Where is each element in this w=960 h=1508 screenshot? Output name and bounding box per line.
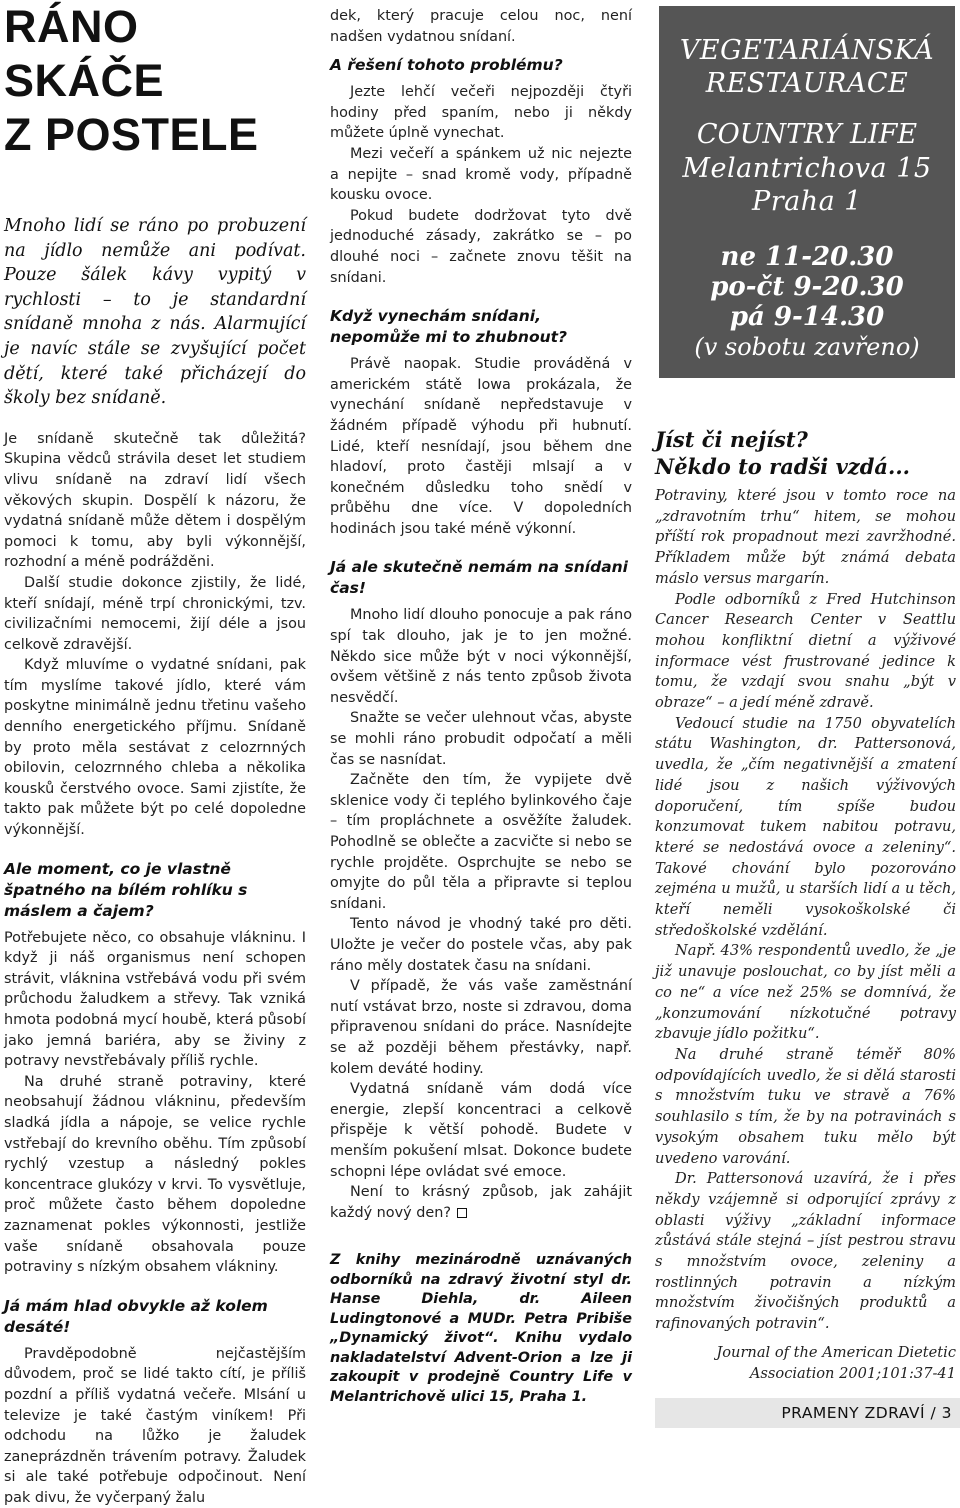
- paragraph: V případě, že vás vaše zaměstnání nutí vstávat brzo, noste si zdravou, doma připravenou snídani do práce. Nasnídejte se až později během přestávky, např. kolem deváté hodiny.: [330, 978, 632, 1077]
- section-heading: Ale moment, co je vlastně špatného na bílém rohlíku s máslem a čajem?: [4, 859, 248, 920]
- section-heading: Já ale skutečně nemám na snídani čas!: [330, 558, 628, 598]
- paragraph: Právě naopak. Studie prováděná v americkém státě Iowa prokázala, že vynechání snídaně nepředstavuje v žádném případě výhodu při hubnutí. Lidé, kteří nesnídají, jsou během dne hladoví, proto častěji mlsají a v konečném důsledku toho snědí v průběhu dne více. V dopoledních hodinách jsou také méně výkonní.: [330, 356, 632, 537]
- journal-citation: [655, 1343, 956, 1384]
- paragraph: Potraviny, které jsou v tomto roce na „zdravotním trhu“ hitem, se mohou příští rok propadnout mezi zavržhodné. Příkladem může být známá debata máslo versus margarín.: [655, 487, 956, 587]
- sidebar-heading: [655, 426, 956, 480]
- article-title-line-1: RÁNO SKÁČE: [4, 1, 165, 106]
- book-source-note: Z knihy mezinárodně uznávaných odborníků na zdravý životní styl dr. Hanse Diehla, dr. Aileen Ludingtonové a MUDr. Petra Pribiše „Dynamický život“. Knihu vydalo nakladatelství Advent-Orion a lze ji zakoupit v prodejně Country Life v Melantrichově ulici 15, Praha 1.: [330, 1252, 632, 1405]
- page-footer: PRAMENY ZDRAVÍ / 3: [655, 1398, 960, 1428]
- ad-line-city: Praha 1: [752, 186, 862, 217]
- paragraph: Vedoucí studie na 1750 obyvatelích státu Washington, dr. Pattersonová, uvedla, že „čím negativnější a zmatení lidé jsou z našich výživových doporučení, tím spíše budou konzumovat tukem nabitou potravu, které se nedostává ovoce a zeleniny“. Takové chování bylo pozorováno zejména u mužů, u starších lidí a u těch, kteří neměli vysokoškolské či středoškolské vzdělání.: [655, 714, 956, 939]
- ad-line-vegetarian: VEGETARIÁNSKÁ: [679, 35, 935, 66]
- paragraph: Na druhé straně téměř 80% odpovídajících uvedlo, že si dělá starosti s množstvím tuku ve stravě a 76% souhlasilo s tím, že by na potravinách s vysokým obsahem tuku mělo být uvedeno varování.: [655, 1045, 956, 1167]
- paragraph-text: Není to krásný způsob, jak zahájit každý nový den?: [330, 1184, 632, 1221]
- journal-line-1: Journal of the American Dietetic: [716, 1343, 956, 1361]
- ad-line-restaurant: RESTAURACE: [705, 68, 909, 99]
- end-of-article-square-icon: [457, 1208, 467, 1218]
- article-column-1: [4, 0, 306, 1508]
- article-column-2: [330, 6, 632, 1407]
- sidebar-column: [655, 0, 956, 1384]
- paragraph: Je snídaně skutečně tak důležitá? Skupina vědců strávila deset let studiem vlivu snídaně na zdraví lidí všech věkových skupin. Dospělí k názoru, že vydatná snídaně může dětem i dospělým pomoci k tomu, aby byli výkonnější, rozhodní a méně podrážděni.: [4, 430, 306, 571]
- article-body-7: [330, 605, 632, 1223]
- ad-hours-saturday: (v sobotu zavřeno): [694, 333, 920, 361]
- sidebar-body: [655, 486, 956, 1335]
- article-body-2: [4, 928, 306, 1278]
- paragraph: Začněte den tím, že vypijete dvě sklenice vody či teplého bylinkového čaje – tím propláchnete a osvěžíte žaludek. Pohodlně se oblečte a zacvičte si nebo se rychle projděte. Osprchujte se nebo se omyjte do půl těla a připravte si teplou snídani.: [330, 772, 632, 912]
- paragraph: Mnoho lidí dlouho ponocuje a pak ráno spí tak dlouho, jak je to jen možné. Někdo sice může být v noci výkonnější, ovšem většině z nás tento způsob života nesvědčí.: [330, 607, 632, 706]
- ad-line-name: COUNTRY LIFE: [696, 119, 918, 150]
- article-body-3: [4, 1344, 306, 1508]
- section-heading: A řešení tohoto problému?: [330, 56, 563, 75]
- paragraph: Tento návod je vhodný také pro děti. Uložte je večer do postele včas, aby pak ráno měly dostatek času na snídani.: [330, 916, 632, 974]
- paragraph: Jezte lehčí večeři nejpozději čtyři hodiny před spaním, nebo ji někdy můžete úplně vynechat.: [330, 84, 632, 142]
- paragraph: Další studie dokonce zjistily, že lidé, kteří snídají, méně trpí chronickými, tzv. civilizačními nemocemi, žijí déle a jsou celkově zdravější.: [4, 574, 306, 653]
- article-body-1: [4, 429, 306, 841]
- paragraph: Když mluvíme o vydatné snídani, pak tím myslíme takové jídlo, které vám poskytne minimálně jednu třetinu vašeho denního energetického příjmu. Snídaně by proto měla sestávat z celozrnných obilovin, celozrnného chleba a několika kousků čerstvého ovoce. Sami zjistíte, že takto pak můžete být po celé dopoledne výkonnější.: [4, 657, 306, 839]
- paragraph: dek, který pracuje celou noc, není nadšen vydatnou snídaní.: [330, 8, 632, 45]
- ad-line-street: Melantrichova 15: [682, 153, 932, 184]
- article-body-6: [330, 354, 632, 539]
- article-body-4: [330, 6, 632, 47]
- ad-hours-friday: pá 9-14.30: [729, 302, 885, 332]
- paragraph: Pravděpodobně nejčastějším důvodem, proč se lidé takto cítí, je příliš pozdní a příliš vydatná večeře. Mlsání u televize je také častým viníkem! Při odchodu na lůžko je žaludek zaneprázdněn trávením potravy. Žaludek si ale také potřebuje odpočinout. Není pak divu, že vyčerpaný žalu: [4, 1345, 306, 1506]
- sidebar-heading-line-1: Jíst či nejíst?: [655, 427, 808, 452]
- sidebar-heading-line-2: Někdo to radši vzdá...: [655, 454, 910, 479]
- journal-line-2: Association 2001;101:37-41: [749, 1364, 956, 1382]
- paragraph: Snažte se večer ulehnout včas, abyste se mohli ráno probudit odpočatí a měli čas se nasnídat.: [330, 710, 632, 768]
- article-lead: Mnoho lidí se ráno po probuzení na jídlo nemůže ani podívat. Pouze šálek kávy vypitý v rychlosti – to je standardní snídaně mnoha z nás. Alarmující je navíc stále se zvyšující počet dětí, které také přicházejí do školy bez snídaně.: [4, 216, 306, 409]
- article-title-line-2: Z POSTELE: [4, 109, 259, 160]
- paragraph: Např. 43% respondentů uvedlo, že „je již unavuje poslouchat, co by jíst měli a co ne“ a více než 25% se domnívá, že „konzumování nízkotučné potravy zbavuje jídlo požitku“.: [655, 942, 956, 1043]
- section-heading: Já mám hlad obvykle až kolem desáté!: [4, 1296, 268, 1336]
- paragraph: Pokud budete dodržovat tyto dvě jednoduché zásady, zakrátko se – po dlouhé noci – začnete znovu těšit na snídani.: [330, 207, 632, 286]
- paragraph: Dr. Pattersonová uzavírá, že i přes někdy vzájemně si odporující zprávy z oblasti výživy „základní informace zůstává stále stejná – jíst pestrou stravu s množstvím ovoce, zeleniny a rostlinných potravin a nízkým množstvím živočišných produktů a rafinovaných potravin“.: [655, 1170, 956, 1333]
- paragraph: Podle odborníků z Fred Hutchinson Cancer Research Center v Seattlu mohou konfliktní dietní a výživové informace vést frustrované jedince k tomu, že vzdají svou snahu „být v obraze“ – a jedí méně zdravě.: [655, 590, 956, 712]
- paragraph: Potřebujete něco, co obsahuje vlákninu. I když ji náš organismus není schopen strávit, vláknina vstřebává vodu při svém průchodu žaludkem a střevy. Tak vzniká hmota podobná mycí houbě, která působí jako jemná bariéra, aby se živiny z potravy nevstřebávaly příliš rychle.: [4, 929, 306, 1070]
- article-body-5: [330, 82, 632, 288]
- paragraph: Na druhé straně potraviny, které neobsahují žádnou vlákninu, především sladká jídla a nápoje, se velice rychle vstřebají do krevního oběhu. Tím způsobí rychlý vzestup a následný pokles koncentrace glukózy v krvi. To vysvětluje, proč můžete často během dopoledne zaznamenat pokles výkonnosti, jestliže vaše snídaně obsahovala pouze potraviny s nízkým obsahem vlákniny.: [4, 1073, 306, 1276]
- paragraph: Vydatná snídaně vám dodá více energie, zlepší koncentraci a celkově přispěje k větší pohodě. Budete v menším pokušení mlsat. Dokonce budete schopni lépe ovládat své emoce.: [330, 1081, 632, 1180]
- article-title: [4, 0, 306, 162]
- section-heading: Když vynechám snídani, nepomůže mi to zhubnout?: [330, 307, 568, 347]
- ad-hours-sunday: ne 11-20.30: [720, 242, 894, 272]
- paragraph: Mezi večeří a spánkem už nic nejezte a nepijte – snad kromě vody, případně kousku ovoce.: [330, 145, 632, 204]
- ad-hours-weekdays: po-čt 9-20.30: [710, 272, 904, 302]
- final-paragraph: [330, 1182, 632, 1223]
